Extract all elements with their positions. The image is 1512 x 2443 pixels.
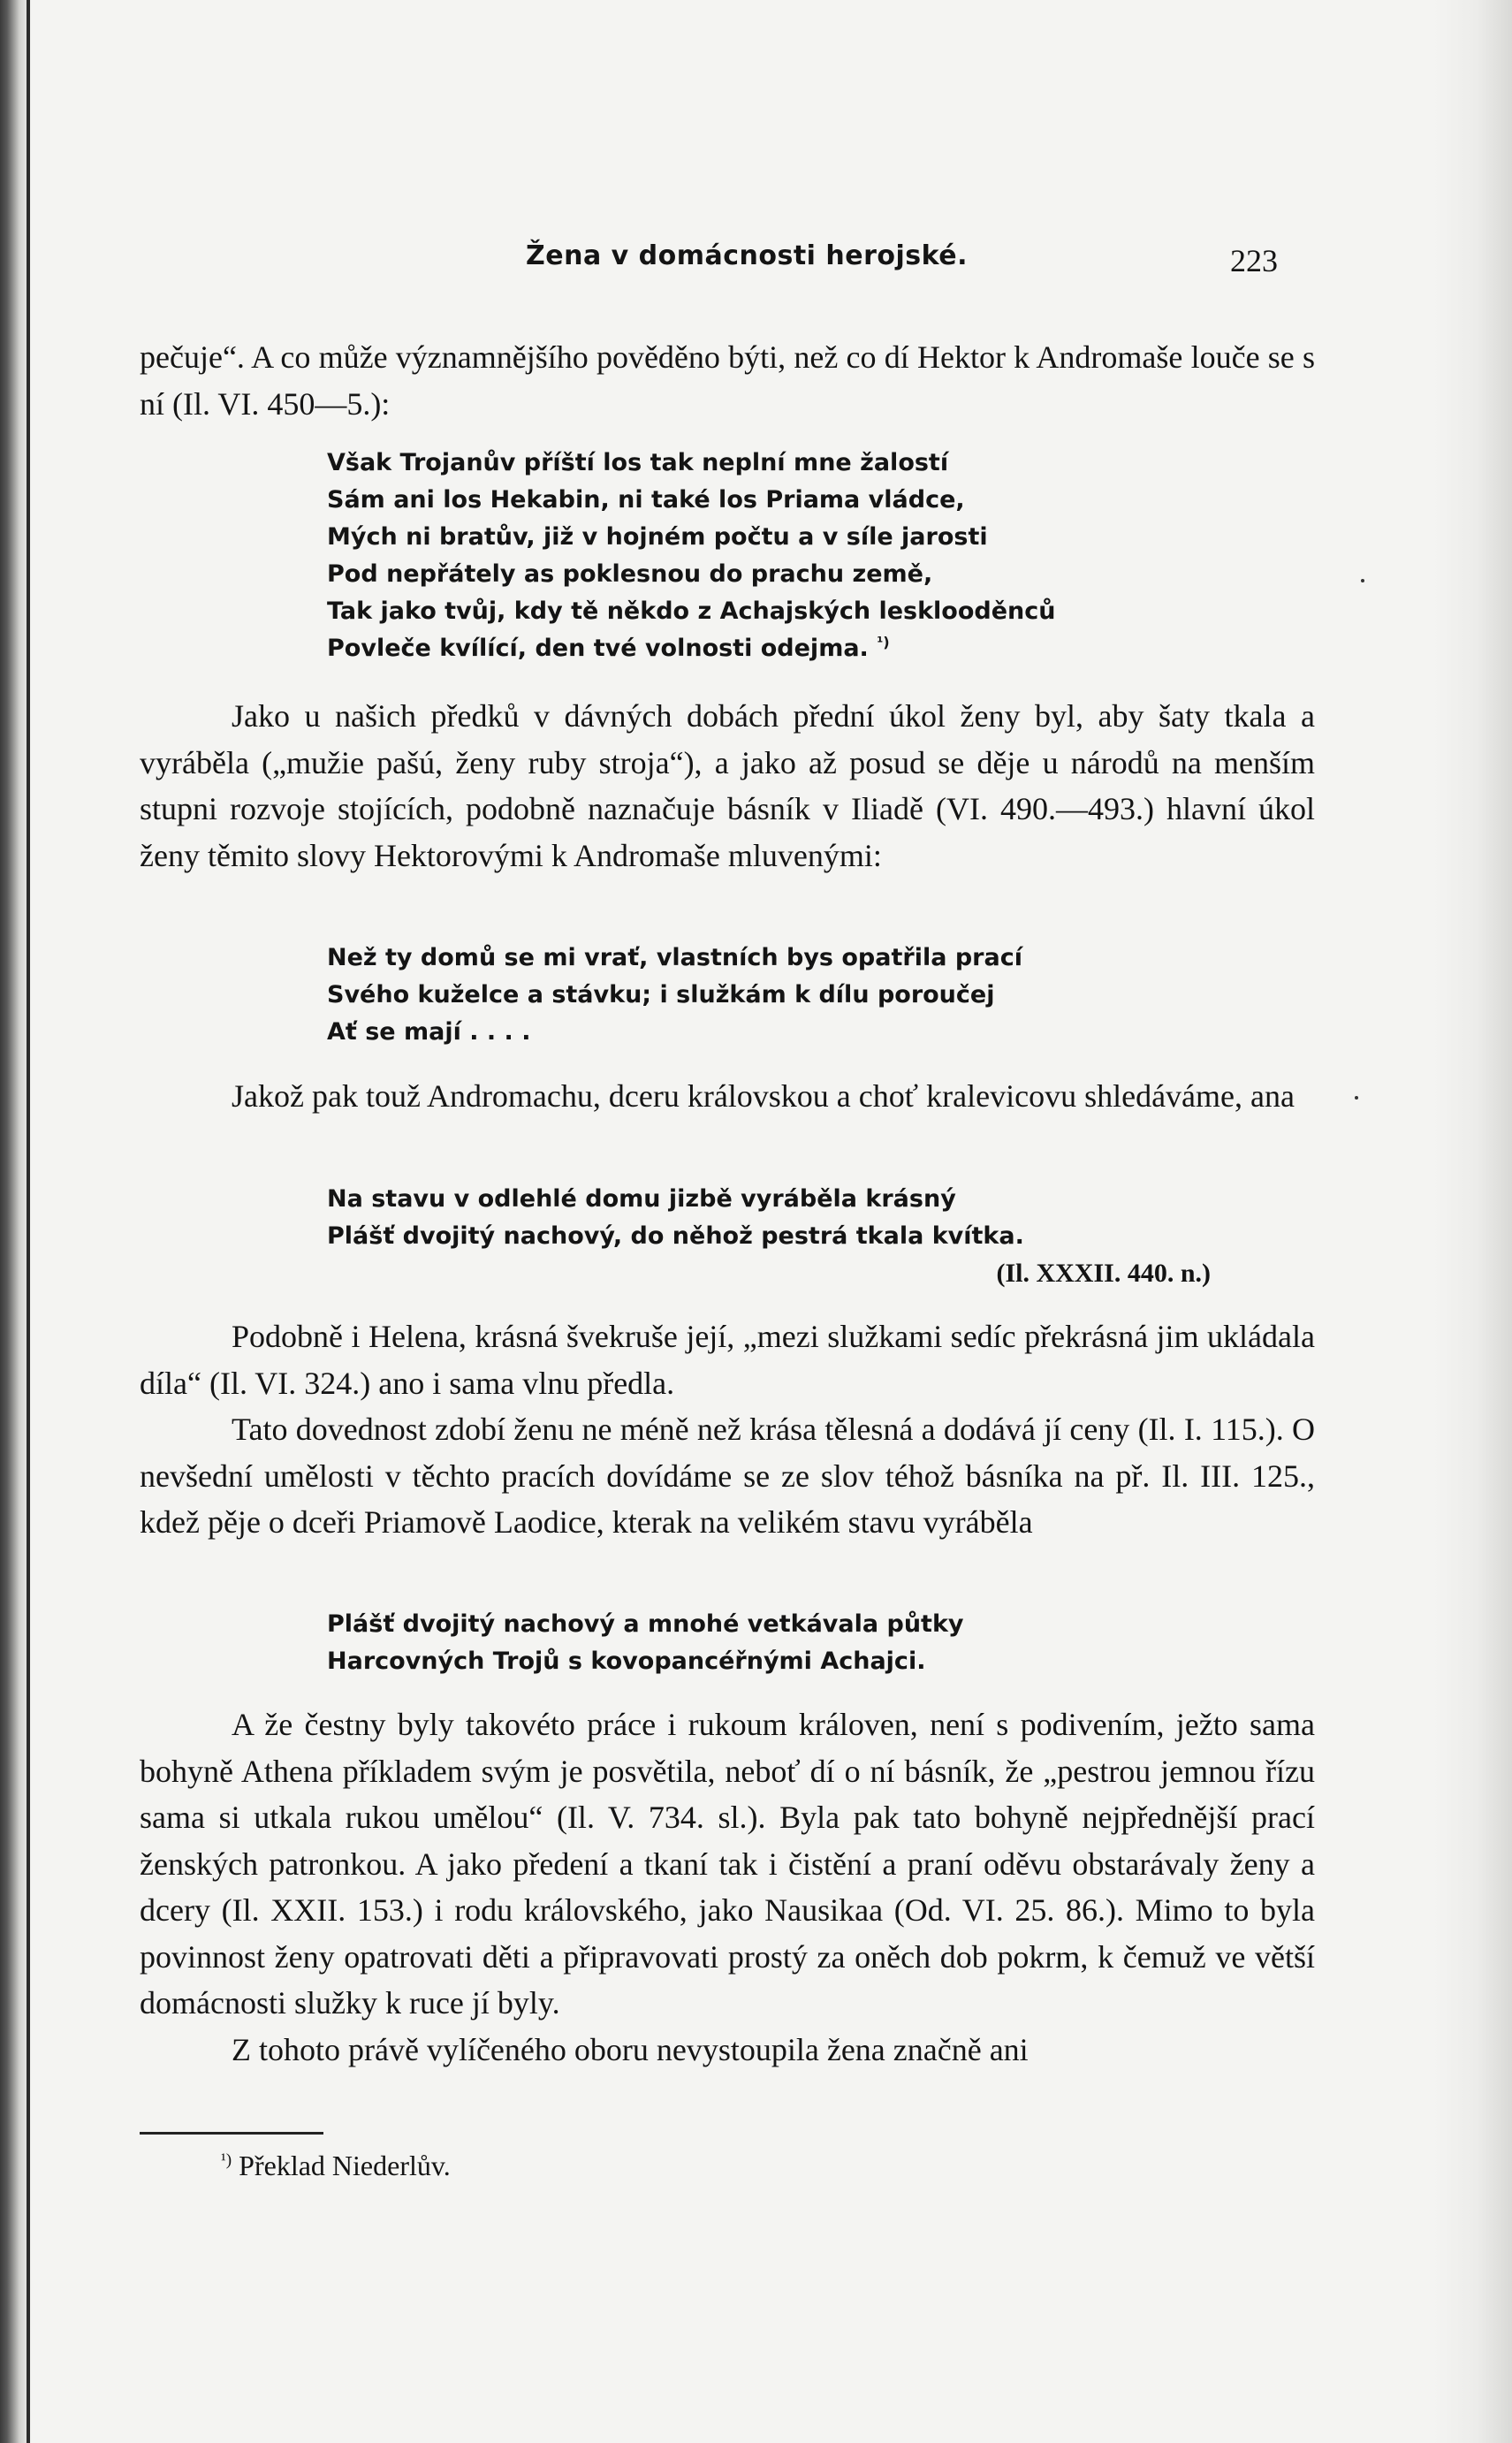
verse-line: Tak jako tvůj, kdy tě někdo z Achajských lesklooděnců: [327, 597, 1056, 625]
verse-line: Plášť dvojitý nachový, do něhož pestrá tkala kvítka.: [327, 1222, 1024, 1250]
paragraph-text: Tato dovednost zdobí ženu ne méně než krása tělesná a dodává jí ceny (Il. I. 115.). O nevšední umělosti v těchto pracích dovídáme se ze slov téhož básníka na př. Il. III. 125., kdež pěje o dceři Priamově Laodice, kterak na velikém stavu vyráběla: [140, 1412, 1315, 1540]
scan-speck: [1355, 1096, 1358, 1100]
verse-line: Pod nepřátely as poklesnou do prachu země,: [327, 560, 933, 588]
running-header: Žena v domácnosti herojské.: [526, 240, 969, 271]
verse-quote-2: [327, 940, 1299, 1051]
paragraph-3: [140, 1073, 1315, 1120]
paragraph-text: pečuje“. A co může významnějšího pověděno býti, než co dí Hektor k Andromaše louče se s ní (Il. VI. 450—5.):: [140, 339, 1315, 422]
paragraph-2: [140, 693, 1315, 879]
footnote-reference: ¹): [877, 634, 890, 651]
paragraph-text: Z tohoto právě vylíčeného oboru nevystoupila žena značně ani: [232, 2031, 1029, 2067]
verse-line: [327, 630, 1299, 667]
verse-line: Sám ani los Hekabin, ni také los Priama vládce,: [327, 486, 965, 514]
footnote-separator: [140, 2132, 323, 2135]
paragraph-text: Podobně i Helena, krásná švekruše její, „mezi služkami sedíc překrásná jim ukládala díla“ (Il. VI. 324.) ano i sama vlnu předla.: [140, 1319, 1315, 1401]
footnote: [221, 2150, 451, 2182]
footnote-text: Překlad Niederlův.: [239, 2150, 451, 2181]
verse-quote-4: [327, 1606, 1299, 1680]
verse-line: Však Trojanův příští los tak neplní mne žalostí: [327, 449, 949, 476]
paragraph-text: A že čestny byly takovéto práce i rukoum královen, není s podivením, ježto sama bohyně Athena příkladem svým je posvětila, neboť dí o ní básník, že „pestrou jemnou řízu sama si utkala rukou umělou“ (Il. V. 734. sl.). Byla pak tato bohyně nejpřednější prací ženských patronkou. A jako předení a tkaní tak i čistění a praní oděvu obstarávaly ženy a dcery (Il. XXII. 153.) i rodu královského, jako Nausikaa (Od. VI. 25. 86.). Mimo to byla povinnost ženy opatrovati děti a připravovati prostý za oněch dob pokrm, k čemuž ve větší domácnosti služky k ruce jí byly.: [140, 1707, 1315, 2021]
verse-line: Na stavu v odlehlé domu jizbě vyráběla krásný: [327, 1185, 956, 1213]
verse-quote-1: [327, 445, 1299, 667]
verse-reference: (Il. XXXII. 440. n.): [996, 1259, 1211, 1288]
verse-line: Než ty domů se mi vrať, vlastních bys opatřila prací: [327, 944, 1022, 971]
paragraph-1: [140, 334, 1315, 427]
paragraph-6: [140, 1701, 1315, 2073]
footnote-mark: ¹): [221, 2150, 232, 2170]
verse-line: Harcovných Trojů s kovopancéřnými Achajci.: [327, 1648, 926, 1675]
verse-line-text: Povleče kvílící, den tvé volnosti odejma.: [327, 635, 869, 662]
paragraph-text: Jakož pak touž Andromachu, dceru královskou a choť kralevicovu shledáváme, ana: [232, 1078, 1295, 1114]
scan-speck: [1361, 579, 1364, 582]
page-number: 223: [1230, 243, 1278, 278]
verse-line: Svého kuželce a stávku; i služkám k dílu poroučej: [327, 981, 995, 1008]
verse-line: Mých ni bratův, již v hojném počtu a v síle jarosti: [327, 523, 988, 551]
paragraph-4: [140, 1313, 1315, 1546]
verse-line: Plášť dvojitý nachový a mnohé vetkávala půtky: [327, 1610, 964, 1638]
verse-line: Ať se mají . . . .: [327, 1018, 531, 1046]
paragraph-text: Jako u našich předků v dávných dobách přední úkol ženy byl, aby šaty tkala a vyráběla („mužie pašú, ženy ruby stroja“), a jako až posud se děje u národů na menším stupni rozvoje stojících, podobně naznačuje básník v Iliadě (VI. 490.—493.) hlavní úkol ženy těmito slovy Hektorovými k Andromaše mluvenými:: [140, 698, 1315, 873]
verse-quote-3: [327, 1181, 1299, 1292]
